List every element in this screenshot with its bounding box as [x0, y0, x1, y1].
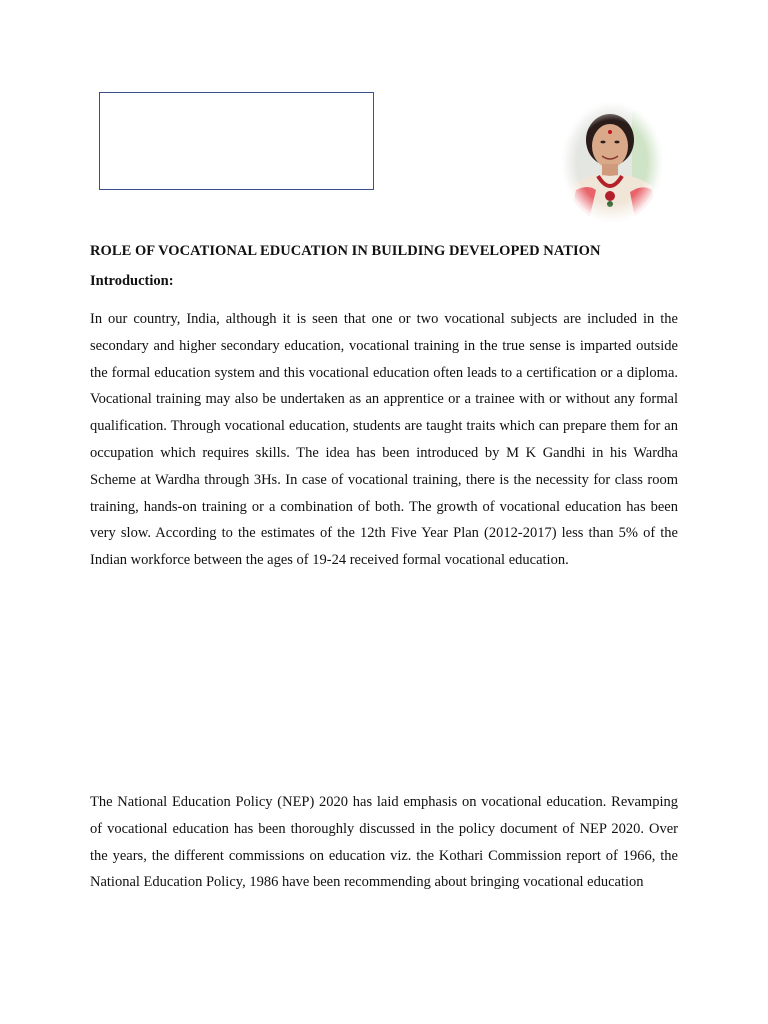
document-title: ROLE OF VOCATIONAL EDUCATION IN BUILDING DEVELOPED NATION	[90, 243, 601, 259]
introduction-heading: Introduction:	[90, 273, 174, 289]
author-photo	[560, 100, 664, 224]
empty-text-box	[99, 92, 374, 190]
paragraph-introduction: In our country, India, although it is seen that one or two vocational subjects are included in the secondary and higher secondary education, vocational training in the true sense is imparted outside the formal education system and this vocational education often leads to a certification or a diploma. Vocational training may also be undertaken as an apprentice or a trainee with or without any formal qualification. Through vocational education, students are taught traits which can prepare them for an occupation which requires skills. The idea has been introduced by M K Gandhi in his Wardha Scheme at Wardha through 3Hs. In case of vocational training, there is the necessity for class room training, hands-on training or a combination of both. The growth of vocational education has been very slow. According to the estimates of the 12th Five Year Plan (2012-2017) less than 5% of the Indian workforce between the ages of 19-24 received formal vocational education.	[90, 311, 678, 569]
paragraph-nep-2020: The National Education Policy (NEP) 2020 has laid emphasis on vocational education. Revamping of vocational education has been thoroughly discussed in the policy document of NEP 2020. Over the years, the different commissions on education viz. the Kothari Commission report of 1966, the National Education Policy, 1986 have been recommending about bringing vocational education	[90, 794, 678, 891]
